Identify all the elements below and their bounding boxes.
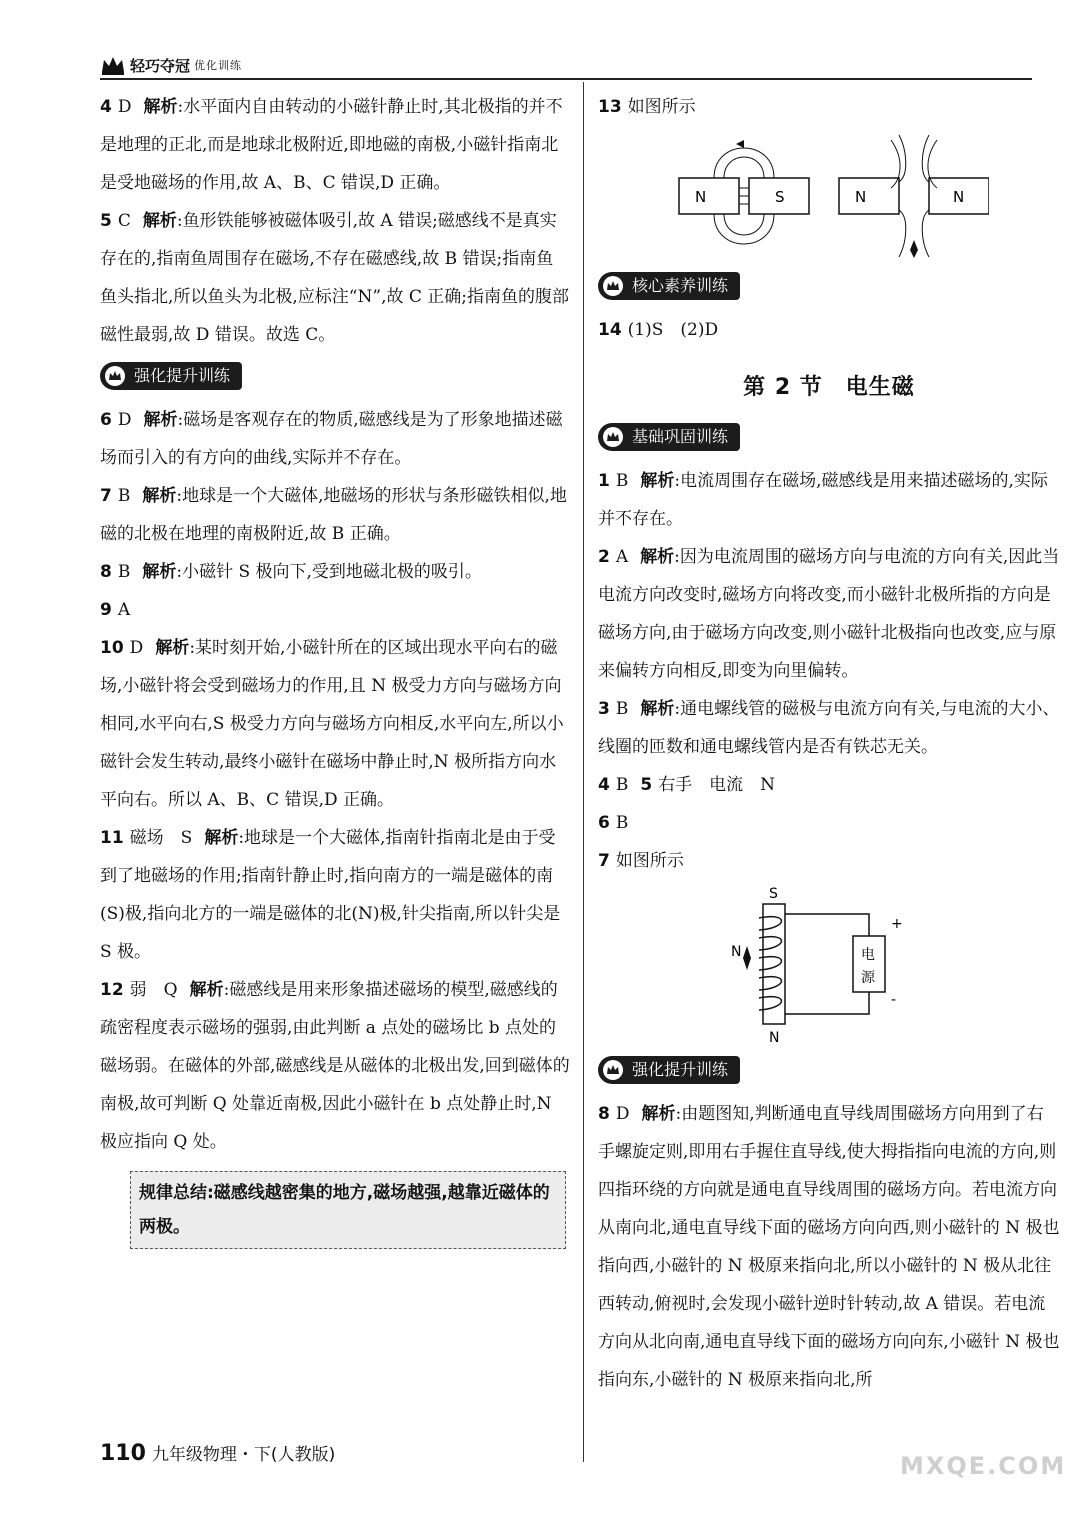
- answer-item-r3: 3 B 解析:通电螺线管的磁极与电流方向有关,与电流的大小、线圈的匝数和通电螺线管内是否有铁芯无关。: [598, 699, 1060, 757]
- solenoid-circuit-figure: [729, 884, 929, 1044]
- answer-item-5: 5 C 解析:鱼形铁能够被磁体吸引,故 A 错误;磁感线不是真实存在的,指南鱼周围存在磁场,不存在磁感线,故 B 错误;指南鱼鱼头指北,所以鱼头为北极,应标注“N”,故 C 正确;指南鱼的腹部磁性最弱,故 D 错误。故选 C。: [100, 211, 570, 345]
- crown-icon: [602, 426, 624, 448]
- section-tag-strengthen: 强化提升训练: [100, 362, 242, 390]
- magnetic-field-figure: [669, 130, 989, 260]
- section-title: 第 2 节 电生磁: [743, 375, 915, 400]
- crown-icon: [104, 365, 126, 387]
- page-header: [100, 52, 1032, 80]
- compass-needle-icon: [910, 240, 918, 258]
- column-divider: [583, 82, 584, 1462]
- magnet-pole-label: N: [855, 188, 867, 206]
- brand-logo: [100, 52, 242, 78]
- answer-item-r7: 7 如图所示: [598, 851, 684, 871]
- right-column: [598, 88, 1060, 1399]
- answer-item-r6: 6 B: [598, 813, 629, 833]
- page-footer: [100, 1440, 335, 1466]
- answer-item-13: 13 如图所示: [598, 97, 696, 117]
- brand-title: 轻巧夺冠: [130, 56, 191, 75]
- positive-terminal: +: [891, 916, 903, 932]
- answer-item-7: 7 B 解析:地球是一个大磁体,地磁场的形状与条形磁铁相似,地磁的北极在地理的南极附近,故 B 正确。: [100, 486, 567, 544]
- brand-subtitle: 优化训练: [194, 59, 243, 72]
- magnet-pole-label: N: [695, 188, 707, 206]
- watermark: MXQE.COM: [900, 1452, 1067, 1480]
- answer-item-10: 10 D 解析:某时刻开始,小磁针所在的区域出现水平向右的磁场,小磁针将会受到磁场力的作用,且 N 极受力方向与磁场方向相同,水平向右,S 极受力方向与磁场方向相反,水平向左,所以小磁针会发生转动,最终小磁针在磁场中静止时,N 极所指方向水平向右。所以 A、B、C 错误,D 正确。: [100, 638, 564, 810]
- crown-logo-icon: [100, 54, 126, 76]
- compass-pole-label: N: [731, 944, 742, 960]
- answer-item-6: 6 D 解析:磁场是客观存在的物质,磁感线是为了形象地描述磁场而引入的有方向的曲线,实际并不存在。: [100, 410, 563, 468]
- power-source-label: 电: [861, 947, 875, 963]
- magnet-pole-label: S: [775, 188, 785, 206]
- negative-terminal: -: [891, 992, 897, 1008]
- answer-item-12: 12 弱 Q 解析:磁感线是用来形象描述磁场的模型,磁感线的疏密程度表示磁场的强弱,由此判断 a 点处的磁场比 b 点处的磁场弱。在磁体的外部,磁感线是从磁体的北极出发,回到磁体的南极,故可判断 Q 处靠近南极,因此小磁针在 b 点处静止时,N 极应指向 Q 处。: [100, 980, 570, 1152]
- left-column: [100, 88, 570, 1249]
- answer-item-r1: 1 B 解析:电流周围存在磁场,磁感线是用来描述磁场的,实际并不存在。: [598, 471, 1048, 529]
- power-source-label: 源: [861, 970, 875, 986]
- rule-summary-box: 规律总结:磁感线越密集的地方,磁场越强,越靠近磁体的两极。: [130, 1171, 566, 1249]
- section-tag-core: 核心素养训练: [598, 272, 740, 300]
- crown-icon: [602, 1059, 624, 1081]
- magnet-pole-label: N: [953, 188, 965, 206]
- section-tag-basic: 基础巩固训练: [598, 423, 740, 451]
- answer-item-14: 14 (1)S (2)D: [598, 320, 719, 340]
- solenoid-top-pole: S: [769, 886, 778, 902]
- page-number: 110: [100, 1441, 146, 1466]
- crown-icon: [602, 275, 624, 297]
- book-title: 九年级物理・下(人教版): [151, 1445, 336, 1465]
- solenoid-bottom-pole: N: [769, 1030, 780, 1044]
- section-tag-strengthen-2: 强化提升训练: [598, 1056, 740, 1084]
- answer-item-8: 8 B 解析:小磁针 S 极向下,受到地磁北极的吸引。: [100, 562, 482, 582]
- compass-needle-icon: [743, 946, 751, 970]
- field-arrow-icon: [736, 140, 744, 148]
- answer-item-r2: 2 A 解析:因为电流周围的磁场方向与电流的方向有关,因此当电流方向改变时,磁场方向将改变,而小磁针北极所指的方向是磁场方向,由于磁场方向改变,则小磁针北极指向也改变,应与原来偏转方向相反,即变为向里偏转。: [598, 547, 1060, 681]
- answer-item-r4-r5: 4 B 5 右手 电流 N: [598, 775, 776, 795]
- answer-item-11: 11 磁场 S 解析:地球是一个大磁体,指南针指南北是由于受到了地磁场的作用;指南针静止时,指向南方的一端是磁体的南(S)极,指向北方的一端是磁体的北(N)极,针尖指南,所以针尖是 S 极。: [100, 828, 561, 962]
- answer-item-r8: 8 D 解析:由题图知,判断通电直导线周围磁场方向用到了右手螺旋定则,即用右手握住直导线,使大拇指指向电流的方向,则四指环绕的方向就是通电直导线周围的磁场方向。若电流方向从南向北,通电直导线下面的磁场方向向西,则小磁针的 N 极也指向西,小磁针的 N 极原来指向北,所以小磁针的 N 极从北往西转动,俯视时,会发现小磁针逆时针转动,故 A 错误。若电流方向从北向南,通电直导线下面的磁场方向向东,小磁针 N 极也指向东,小磁针的 N 极原来指向北,所: [598, 1104, 1060, 1390]
- answer-item-4: 4 D 解析:水平面内自由转动的小磁针静止时,其北极指的并不是地理的正北,而是地球北极附近,即地磁的南极,小磁针指南北是受地磁场的作用,故 A、B、C 错误,D 正确。: [100, 97, 563, 193]
- header-rule: [100, 78, 1032, 80]
- answer-item-9: 9 A: [100, 600, 131, 620]
